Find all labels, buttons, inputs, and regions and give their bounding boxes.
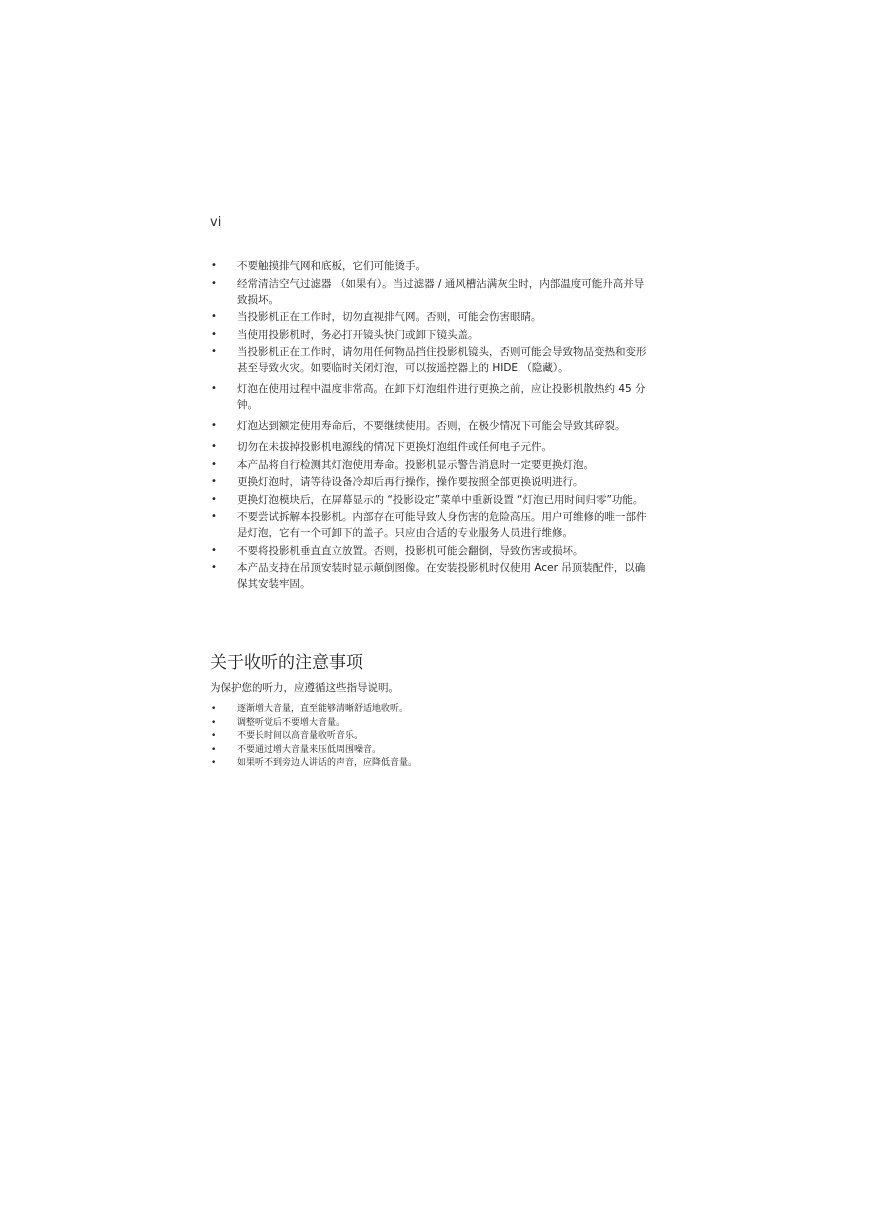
safety-item-text: 当投影机正在工作时，请勿用任何物品挡住投影机镜头，否则可能会导致物品变热和变形甚至导致火灾。如要临时关闭灯泡，可以按遥控器上的 HIDE （隐藏）。 xyxy=(237,346,647,374)
hearing-list xyxy=(210,703,650,771)
section-heading: 关于收听的注意事项 xyxy=(210,653,363,673)
bullet-icon: • xyxy=(211,328,217,340)
safety-item-text: 切勿在未拔掉投影机电源线的情况下更换灯泡组件或任何电子元件。 xyxy=(237,441,552,453)
safety-item-text: 本产品支持在吊顶安装时显示颠倒图像。在安装投影机时仅使用 Acer 吊顶装配件，以确保其安装牢固。 xyxy=(237,562,646,590)
bullet-icon: • xyxy=(211,441,217,452)
safety-item xyxy=(210,276,650,308)
safety-item-text: 本产品将自行检测其灯泡使用寿命。投影机显示警告消息时一定要更换灯泡。 xyxy=(237,458,594,471)
bullet-icon: • xyxy=(211,704,217,714)
hearing-item-text: 调整听觉后不要增大音量。 xyxy=(237,717,346,728)
hearing-item xyxy=(210,757,650,771)
hearing-item-text: 逐渐增大音量，直至能够清晰舒适地收听。 xyxy=(237,704,409,714)
safety-item-text: 不要尝试拆解本投影机。内部存在可能导致人身伤害的危险高压。用户可维修的唯一部件是灯泡，它有一个可卸下的盖子。只应由合适的专业服务人员进行维修。 xyxy=(237,511,647,539)
bullet-icon: • xyxy=(211,744,217,755)
safety-item xyxy=(210,258,650,274)
safety-item-text: 不要将投影机垂直直立放置。否则，投影机可能会翻倒，导致伤害或损坏。 xyxy=(237,544,584,557)
safety-item-text: 更换灯泡模块后，在屏幕显示的 “投影设定”菜单中重新设置 “灯泡已用时间归零”功能。 xyxy=(237,493,644,506)
safety-item-text: 更换灯泡时，请等待设备冷却后再行操作，操作要按照全部更换说明进行。 xyxy=(237,476,584,488)
hearing-item xyxy=(210,703,650,717)
safety-item xyxy=(210,474,650,490)
safety-item-text: 当投影机正在工作时，切勿直视排气网。否则，可能会伤害眼睛。 xyxy=(237,311,542,323)
bullet-icon: • xyxy=(211,758,217,768)
hearing-item-text: 如果听不到旁边人讲话的声音，应降低音量。 xyxy=(237,758,418,768)
hearing-item-text: 不要长时间以高音量收听音乐。 xyxy=(237,731,364,741)
safety-item xyxy=(210,327,650,343)
hearing-item xyxy=(210,717,650,731)
safety-item xyxy=(210,492,650,508)
bullet-icon: • xyxy=(211,458,217,470)
bullet-icon: • xyxy=(211,420,217,431)
hearing-item xyxy=(210,744,650,758)
bullet-icon: • xyxy=(211,544,217,556)
safety-item-text: 经常清洁空气过滤器 （如果有）。当过滤器 / 通风槽沾满灰尘时，内部温度可能升高并导致损坏。 xyxy=(237,277,645,306)
bullet-icon: • xyxy=(211,511,217,522)
safety-item-text: 灯泡在使用过程中温度非常高。在卸下灯泡组件进行更换之前，应让投影机散热约 45 分钟。 xyxy=(237,383,646,411)
safety-item-text: 当使用投影机时，务必打开镜头快门或卸下镜头盖。 xyxy=(237,328,479,341)
bullet-icon: • xyxy=(211,476,217,487)
bullet-icon: • xyxy=(211,383,217,394)
safety-item xyxy=(210,381,650,413)
safety-item xyxy=(210,543,650,559)
bullet-icon: • xyxy=(211,717,217,728)
safety-item xyxy=(210,457,650,473)
bullet-icon: • xyxy=(211,731,217,741)
bullet-icon: • xyxy=(211,346,217,357)
page-number: vi xyxy=(210,215,222,230)
bullet-icon: • xyxy=(211,562,217,573)
hearing-item xyxy=(210,730,650,744)
hearing-item-text: 不要通过增大音量来压低周围噪音。 xyxy=(237,744,382,755)
safety-item-text: 灯泡达到额定使用寿命后，不要继续使用。否则，在极少情况下可能会导致其碎裂。 xyxy=(237,420,626,432)
safety-item xyxy=(210,309,650,325)
safety-item xyxy=(210,344,650,376)
section-intro: 为保护您的听力，应遵循这些指导说明。 xyxy=(210,682,399,694)
bullet-icon: • xyxy=(211,493,217,505)
safety-item xyxy=(210,509,650,541)
bullet-icon: • xyxy=(211,311,217,322)
safety-item xyxy=(210,560,650,592)
safety-item-text: 不要触摸排气网和底板，它们可能烫手。 xyxy=(237,260,426,272)
bullet-icon: • xyxy=(211,277,217,289)
safety-list xyxy=(210,258,650,594)
safety-item xyxy=(210,439,650,455)
bullet-icon: • xyxy=(211,260,217,271)
safety-item xyxy=(210,418,650,434)
